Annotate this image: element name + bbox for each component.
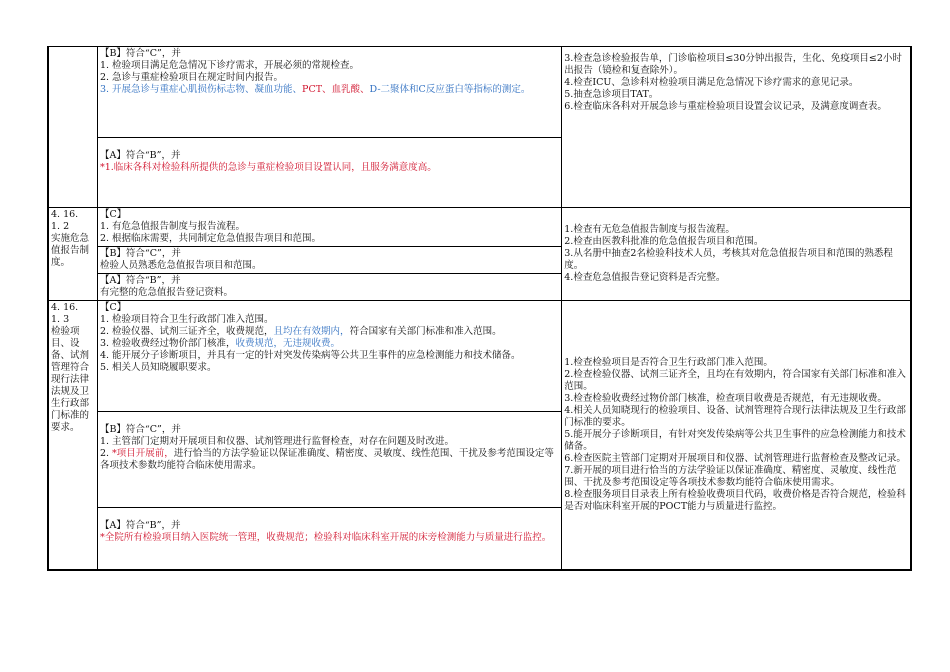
list-item: 4.检查ICU、急诊科对检验项目满足危急情况下诊疗需求的意见记录。 — [564, 77, 859, 88]
list-item: 有完整的危急值报告登记资料。 — [99, 287, 233, 298]
list-item: 1. 检验项目符合卫生行政部门准入范围。 — [99, 314, 274, 325]
text-segment: *项目开展前， — [112, 448, 174, 459]
text-segment: 符合国家有关部门标准和准入范围。 — [349, 326, 502, 337]
text-segment: 3. 检验收费经过物价部门核准， — [99, 338, 236, 349]
list-item: *1.临床各科对检验科所提供的急诊与重症检验项目设置认同，且服务满意度高。 — [99, 162, 437, 173]
text-segment: 收费规范，无违规收费。 — [235, 338, 341, 349]
criteria-b-cell — [97, 247, 561, 274]
list-item: *全院所有检验项目纳入医院统一管理，收费规范；检验科对临床科室开展的床旁检测能力与质量进行监控。 — [99, 532, 552, 543]
code-cell: 4. 16. 1. 3 检验项目、设备、试剂管理符合现行法律法规及卫生行政部门标准的要求。 — [48, 301, 97, 571]
list-item — [100, 326, 559, 338]
text-segment: 且均在有效期内， — [273, 326, 350, 337]
list-item — [100, 448, 559, 472]
list-item: 5.抽查急诊项目TAT。 — [564, 89, 659, 100]
list-item: 1.检查有无危急值报告制度与报告流程。 — [564, 224, 735, 235]
check-method-cell — [562, 47, 911, 208]
list-item: 5. 相关人员知晓履职要求。 — [99, 362, 217, 373]
c-heading: 【C】 — [99, 209, 127, 220]
list-item: 2.检查检验仪器、试剂三证齐全，且均在有效期内，符合国家有关部门标准和准入范围。 — [564, 369, 906, 392]
criteria-c-cell — [97, 208, 561, 247]
criteria-a-cell — [97, 138, 561, 208]
text-segment: 3. 开展急诊与重症心肌损伤标志物、凝血功能、 — [99, 84, 303, 95]
criteria-b-cell — [97, 412, 561, 508]
list-item: 4.相关人员知晓现行的检验项目、设备、试剂管理符合现行法律法规及卫生行政部门标准的要求。 — [564, 405, 906, 428]
text-segment: 2. — [99, 448, 113, 459]
c-heading: 【C】 — [99, 302, 127, 313]
text-segment: 进行恰当的方法学验证以保证准确度、精密度、灵敏度、线性范围、干扰及参考范围设定等各项技术参数均能符合临床使用需求。 — [99, 448, 554, 471]
list-item: 8.检查服务项目目录表上所有检验收费项目代码，收费价格是否符合规范，检验科是否对临床科室开展的POCT能力与质量进行监控。 — [564, 489, 906, 512]
list-item: 3.检查检验收费经过物价部门核准，检查项目收费是否规范，有无违规收费。 — [564, 393, 887, 404]
text-segment: PCT、血乳酸、 — [302, 84, 370, 95]
list-item: 3.检查急诊检验报告单，门诊临检项目≤30分钟出报告，生化、免疫项目≤2小时出报告（镜检和复查除外）。 — [564, 53, 902, 76]
list-item — [100, 338, 559, 350]
list-item: 检验人员熟悉危急值报告项目和范围。 — [99, 260, 262, 271]
list-item: 2.检查由医教科批准的危急值报告项目和范围。 — [564, 236, 764, 247]
a-heading: 【A】符合“B”，并 — [99, 150, 181, 161]
table-row — [48, 47, 911, 138]
list-item: 2. 根据临床需要，共同制定危急值报告项目和范围。 — [99, 233, 322, 244]
code-cell: 4. 16. 1. 2 实施危急值报告制度。 — [48, 208, 97, 301]
list-item: 1. 有危急值报告制度与报告流程。 — [99, 221, 246, 232]
criteria-b-cell — [97, 47, 561, 138]
criteria-c-cell — [97, 301, 561, 412]
list-item: 6.检查医院主管部门定期对开展项目和仪器、试剂管理进行监督检查及整改记录。 — [564, 453, 906, 464]
a-heading: 【A】符合“B”，并 — [99, 520, 181, 531]
list-item: 2. 急诊与重症检验项目在规定时间内报告。 — [99, 72, 284, 83]
standards-document — [47, 46, 912, 571]
table-row — [48, 208, 911, 247]
list-item — [100, 84, 559, 96]
b-heading: 【B】符合“C”，并 — [99, 424, 181, 435]
text-segment: 2. 检验仪器、试剂三证齐全，收费规范， — [99, 326, 274, 337]
list-item: 1.检查检验项目是否符合卫生行政部门准入范围。 — [564, 357, 773, 368]
code-cell — [48, 47, 97, 208]
check-method-cell — [562, 208, 911, 301]
table-row — [48, 301, 911, 412]
b-heading: 【B】符合“C”，并 — [99, 48, 181, 59]
list-item: 6.检查临床各科对开展急诊与重症检验项目设置会议记录，及满意度调查表。 — [564, 101, 887, 112]
text-segment: D-二聚体和C反应蛋白等指标的测定。 — [369, 84, 531, 95]
check-method-cell — [562, 301, 911, 571]
criteria-a-cell — [97, 508, 561, 571]
list-item: 1. 检验项目满足危急情况下诊疗需求，开展必须的常规检查。 — [99, 60, 360, 71]
criteria-a-cell — [97, 274, 561, 301]
list-item: 4. 能开展分子诊断项目，并具有一定的针对突发传染病等公共卫生事件的应急检测能力和技术储备。 — [99, 350, 521, 361]
standards-table — [47, 46, 912, 571]
b-heading: 【B】符合“C”，并 — [99, 248, 181, 259]
list-item: 5.能开展分子诊断项目，有针对突发传染病等公共卫生事件的应急检测能力和技术储备。 — [564, 429, 906, 452]
list-item: 7.新开展的项目进行恰当的方法学验证以保证准确度、精密度、灵敏度、线性范围、干扰及参考范围设定等各项技术参数均能符合临床使用需求。 — [564, 465, 897, 488]
list-item: 1. 主管部门定期对开展项目和仪器、试剂管理进行监督检查，对存在问题及时改进。 — [99, 436, 455, 447]
a-heading: 【A】符合“B”，并 — [99, 275, 181, 286]
list-item: 4.检查危急值报告登记资料是否完整。 — [564, 272, 726, 283]
list-item: 3.从名册中抽查2名检验科技术人员，考核其对危急值报告项目和范围的熟悉程度。 — [564, 248, 893, 271]
